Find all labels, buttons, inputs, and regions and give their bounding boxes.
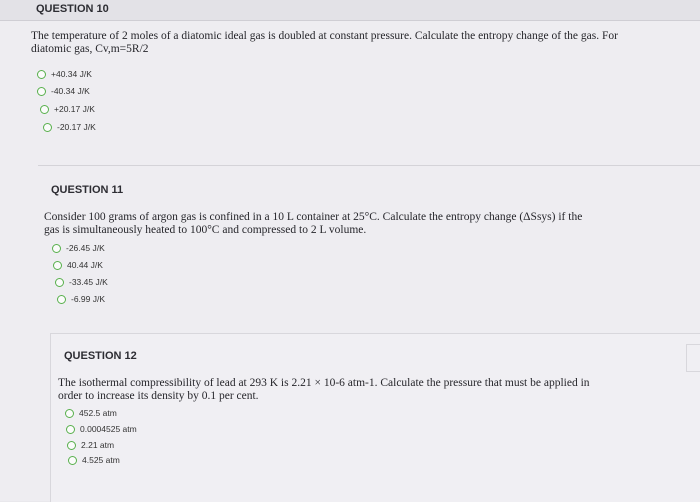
question-10-text-line2: diatomic gas, Cv,m=5R/2: [31, 43, 149, 55]
radio-button[interactable]: [66, 425, 75, 434]
option-label: -33.45 J/K: [69, 277, 108, 287]
radio-button[interactable]: [43, 123, 52, 132]
radio-button[interactable]: [55, 278, 64, 287]
question-10-text-line1: The temperature of 2 moles of a diatomic ideal gas is doubled at constant pressure. Calculate the entropy change of the gas. For: [31, 30, 618, 42]
side-tab: [686, 344, 700, 372]
option-label: -6.99 J/K: [71, 294, 106, 304]
option-label: -40.34 J/K: [51, 86, 90, 96]
option-label: 0.0004525 atm: [80, 424, 137, 434]
option-label: 2.21 atm: [81, 440, 115, 450]
question-11-text-line1: Consider 100 grams of argon gas is confined in a 10 L container at 25°C. Calculate the entropy change (ΔSsys) if the: [44, 211, 583, 223]
question-10-title: QUESTION 10: [36, 3, 109, 15]
option-label: +40.34 J/K: [51, 69, 92, 79]
option-label: 4.525 atm: [82, 455, 120, 465]
radio-button[interactable]: [40, 105, 49, 114]
question-12-panel: [50, 333, 700, 502]
radio-button[interactable]: [52, 244, 61, 253]
q11-option-2[interactable]: [53, 260, 103, 270]
q12-option-3[interactable]: [67, 440, 114, 450]
q11-option-4[interactable]: [57, 294, 105, 304]
question-11-title: QUESTION 11: [51, 184, 124, 196]
radio-button[interactable]: [68, 456, 77, 465]
section-divider: [38, 165, 700, 166]
q11-option-3[interactable]: [55, 277, 108, 287]
question-12-text-line2: order to increase its density by 0.1 per cent.: [58, 390, 259, 402]
q12-option-1[interactable]: [65, 408, 117, 418]
q10-option-3[interactable]: [40, 104, 95, 114]
radio-button[interactable]: [53, 261, 62, 270]
q10-option-4[interactable]: [43, 122, 96, 132]
question-12-text-line1: The isothermal compressibility of lead at 293 K is 2.21 × 10-6 atm-1. Calculate the pressure that must be applied in: [58, 377, 590, 389]
radio-button[interactable]: [67, 441, 76, 450]
option-label: -20.17 J/K: [57, 122, 96, 132]
option-label: -26.45 J/K: [66, 243, 105, 253]
q10-option-2[interactable]: [37, 86, 90, 96]
q12-option-2[interactable]: [66, 424, 137, 434]
radio-button[interactable]: [37, 70, 46, 79]
option-label: +20.17 J/K: [54, 104, 95, 114]
radio-button[interactable]: [65, 409, 74, 418]
option-label: 40.44 J/K: [67, 260, 103, 270]
radio-button[interactable]: [37, 87, 46, 96]
radio-button[interactable]: [57, 295, 66, 304]
q10-option-1[interactable]: [37, 69, 92, 79]
q11-option-1[interactable]: [52, 243, 105, 253]
q12-option-4[interactable]: [68, 455, 120, 465]
question-11-text-line2: gas is simultaneously heated to 100°C and compressed to 2 L volume.: [44, 224, 367, 236]
option-label: 452.5 atm: [79, 408, 117, 418]
question-12-title: QUESTION 12: [64, 350, 137, 362]
